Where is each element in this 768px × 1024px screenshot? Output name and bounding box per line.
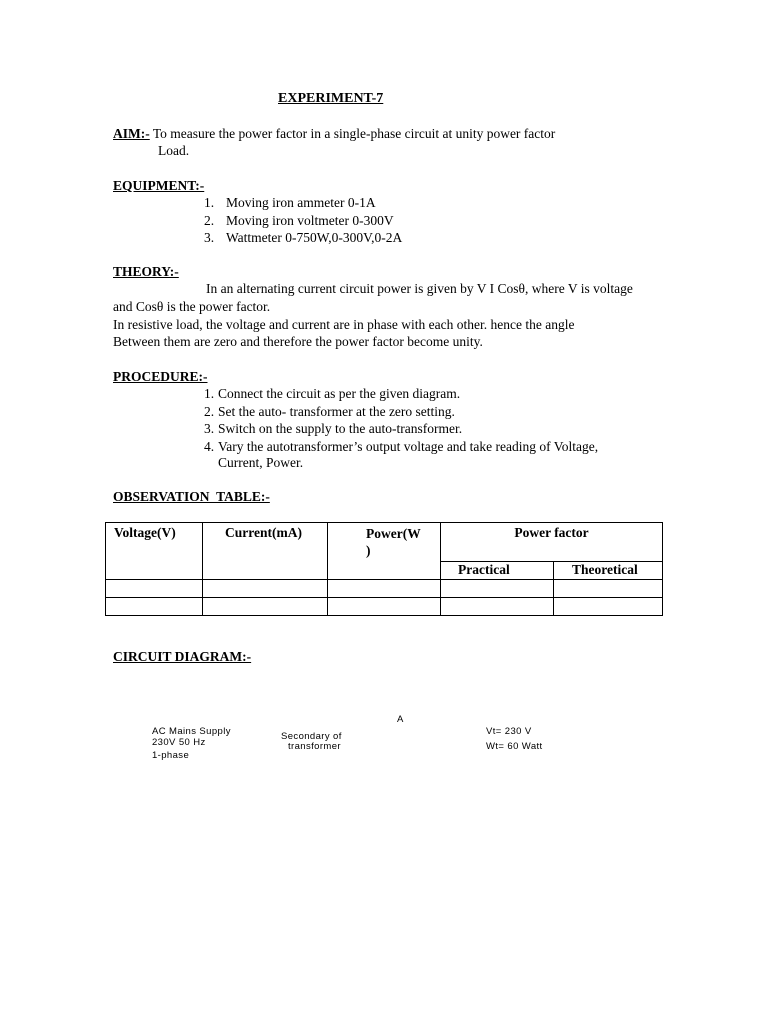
- item-text: Moving iron ammeter 0-1A: [226, 195, 376, 210]
- vt-label: Vt= 230 V: [486, 726, 532, 737]
- item-number: 1.: [204, 386, 215, 401]
- page-title: EXPERIMENT-7: [278, 91, 384, 106]
- observation-table: [105, 522, 663, 616]
- current-header: Current(mA): [203, 523, 328, 580]
- theory-heading: THEORY:-: [113, 264, 179, 279]
- item-number: 2.: [204, 403, 215, 419]
- item-number: 3.: [204, 421, 215, 437]
- power-factor-header: Power factor: [441, 523, 663, 562]
- item-number: 3.: [204, 230, 215, 246]
- table-cell: [203, 580, 328, 598]
- theory-line1: In an alternating current circuit power is given by V I Cosθ, where V is voltage: [206, 281, 633, 296]
- table-row: [106, 598, 663, 616]
- power-header: [328, 523, 441, 580]
- item-text: Set the auto- transformer at the zero setting.: [218, 403, 455, 419]
- table-cell: [106, 598, 203, 616]
- equipment-heading: EQUIPMENT:-: [113, 178, 205, 193]
- table-cell: [328, 598, 441, 616]
- practical-header: Practical: [441, 562, 554, 580]
- power-header-line1: Power(W: [366, 526, 421, 541]
- item-number: 1.: [204, 195, 215, 210]
- table-row: [106, 580, 663, 598]
- table-cell: [328, 580, 441, 598]
- item-text: Switch on the supply to the auto-transformer.: [218, 421, 463, 437]
- item-text: Wattmeter 0-750W,0-300V,0-2A: [226, 230, 403, 246]
- table-cell: [106, 580, 203, 598]
- table-cell: [441, 580, 554, 598]
- table-cell: [203, 598, 328, 616]
- power-header-line2: ): [366, 543, 371, 558]
- aim-text-line2: Load.: [158, 143, 190, 158]
- circuit-heading: CIRCUIT DIAGRAM:-: [113, 649, 252, 664]
- secondary-label-line2: transformer: [288, 741, 341, 752]
- observation-heading: OBSERVATION TABLE:-: [113, 489, 270, 504]
- table-cell: [441, 598, 554, 616]
- ammeter-label: A: [397, 714, 404, 725]
- procedure-heading: PROCEDURE:-: [113, 369, 208, 384]
- table-cell: [554, 580, 663, 598]
- wt-label: Wt= 60 Watt: [486, 741, 543, 752]
- item-number: 2.: [204, 212, 215, 228]
- theoretical-header: Theoretical: [554, 562, 663, 580]
- table-header-row: [106, 523, 663, 562]
- secondary-label-line1: Secondary of: [281, 731, 342, 742]
- aim-heading: AIM:-: [113, 126, 150, 141]
- item-text: Moving iron voltmeter 0-300V: [226, 212, 394, 228]
- aim-text-line1: To measure the power factor in a single-phase circuit at unity power factor: [149, 126, 556, 141]
- procedure-item4-continuation: Current, Power.: [218, 455, 304, 470]
- theory-line4: Between them are zero and therefore the power factor become unity.: [113, 334, 483, 349]
- item-text: Connect the circuit as per the given diagram.: [218, 386, 461, 401]
- aim-section: [113, 126, 555, 142]
- supply-label-line1: AC Mains Supply: [152, 726, 231, 737]
- supply-label-line2: 230V 50 Hz: [152, 737, 206, 748]
- theory-line2: and Cosθ is the power factor.: [113, 299, 271, 314]
- table-cell: [554, 598, 663, 616]
- item-text: Vary the autotransformer’s output voltage and take reading of Voltage,: [218, 439, 599, 455]
- item-number: 4.: [204, 439, 215, 455]
- supply-label-line3: 1-phase: [152, 750, 190, 761]
- voltage-header: Voltage(V): [106, 523, 203, 580]
- theory-line3: In resistive load, the voltage and current are in phase with each other. hence the angle: [113, 317, 575, 332]
